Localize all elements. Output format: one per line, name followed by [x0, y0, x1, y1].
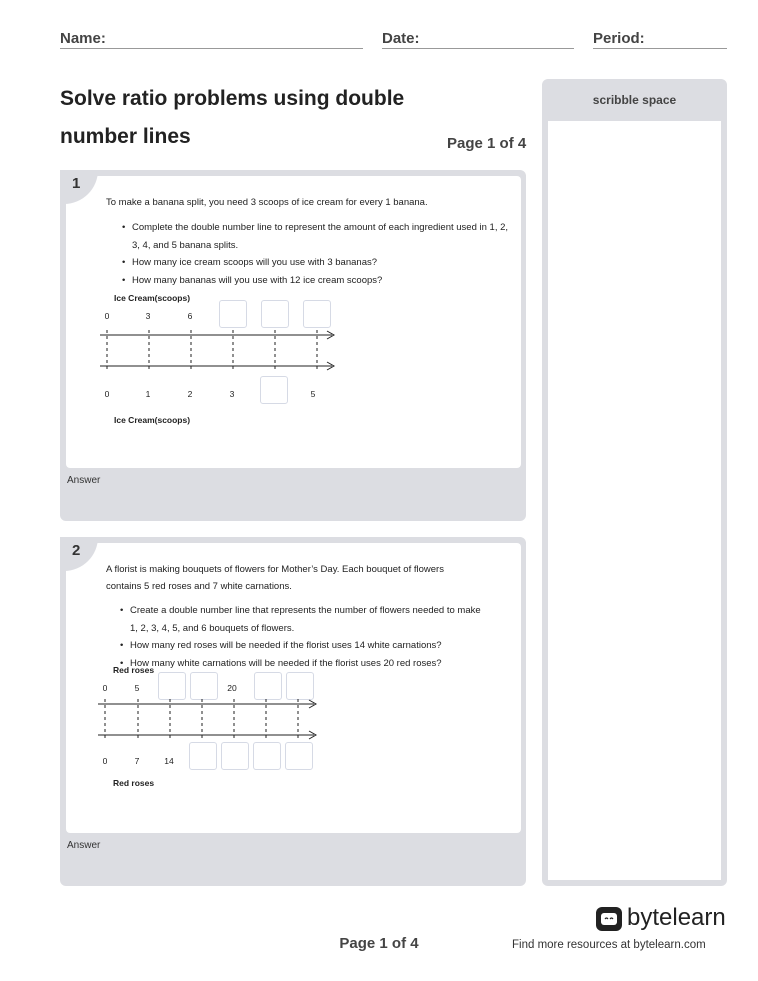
question-text-line: contains 5 red roses and 7 white carnations.	[106, 581, 292, 592]
brand-name: bytelearn	[627, 904, 726, 931]
resources-link[interactable]: Find more resources at bytelearn.com	[512, 939, 706, 951]
page-indicator-top: Page 1 of 4	[447, 135, 527, 152]
number-line-bottom-label: Red roses	[113, 778, 155, 788]
tick-label: 0	[104, 311, 110, 321]
tick-label: 3	[145, 311, 151, 321]
question-number: 1	[72, 175, 81, 192]
double-number-line-2	[66, 543, 521, 833]
number-line-top-label: Ice Cream(scoops)	[114, 293, 191, 303]
question-number: 2	[72, 542, 81, 559]
date-label: Date:	[382, 30, 420, 47]
tick-label: 0	[102, 683, 108, 693]
page-indicator-bottom: Page 1 of 4	[339, 935, 419, 952]
tick-label: 3	[229, 389, 235, 399]
bullet: • How many bananas will you use with 12 ice cream scoops?	[122, 272, 512, 290]
question-card-1	[60, 170, 526, 521]
answer-label: Answer	[67, 840, 101, 851]
number-line-bottom-label: Ice Cream(scoops)	[114, 415, 191, 425]
name-field[interactable]	[60, 30, 363, 49]
answer-label: Answer	[67, 475, 101, 486]
period-field[interactable]	[593, 30, 727, 49]
date-field[interactable]	[382, 30, 574, 49]
name-label: Name:	[60, 30, 106, 47]
question-content-2	[66, 543, 521, 833]
scribble-label: scribble space	[592, 93, 677, 107]
question-text-line: A florist is making bouquets of flowers for Mother’s Day. Each bouquet of flowers	[106, 564, 444, 575]
tick-label: 14	[164, 756, 174, 766]
page-title-line2: number lines	[60, 125, 191, 148]
answer-box[interactable]	[221, 742, 249, 770]
bullet: • How many white carnations will be needed if the florist uses 20 red roses?	[120, 655, 490, 673]
bytelearn-logo-icon	[596, 907, 622, 931]
tick-label: 1	[145, 389, 151, 399]
question-card-2	[60, 537, 526, 886]
answer-box[interactable]	[260, 376, 288, 404]
tick-label: 20	[227, 683, 237, 693]
question-content-1	[66, 176, 521, 468]
bullet: • How many ice cream scoops will you use with 3 bananas?	[122, 254, 512, 272]
tick-label: 5	[134, 683, 140, 693]
page-title-line1: Solve ratio problems using double	[60, 87, 405, 110]
tick-label: 7	[134, 756, 140, 766]
answer-box[interactable]	[285, 742, 313, 770]
bullet: • How many red roses will be needed if the florist uses 14 white carnations?	[120, 637, 490, 655]
tick-label: 0	[102, 756, 108, 766]
tick-label: 0	[104, 389, 110, 399]
answer-box[interactable]	[253, 742, 281, 770]
tick-label: 5	[310, 389, 316, 399]
bullet: • Complete the double number line to represent the amount of each ingredient used in 1, 2, 3, 4, and 5 banana splits.	[122, 219, 512, 254]
tick-label: 6	[187, 311, 193, 321]
bullet: • Create a double number line that represents the number of flowers needed to make 1, 2, 3, 4, 5, and 6 bouquets of flowers.	[120, 602, 490, 637]
scribble-panel	[542, 79, 727, 886]
number-line-top-label: Red roses	[113, 665, 155, 675]
tick-label: 2	[187, 389, 193, 399]
scribble-area[interactable]	[548, 121, 721, 880]
question-text-1: To make a banana split, you need 3 scoops of ice cream for every 1 banana.	[106, 197, 428, 208]
period-label: Period:	[593, 30, 645, 47]
answer-box[interactable]	[189, 742, 217, 770]
